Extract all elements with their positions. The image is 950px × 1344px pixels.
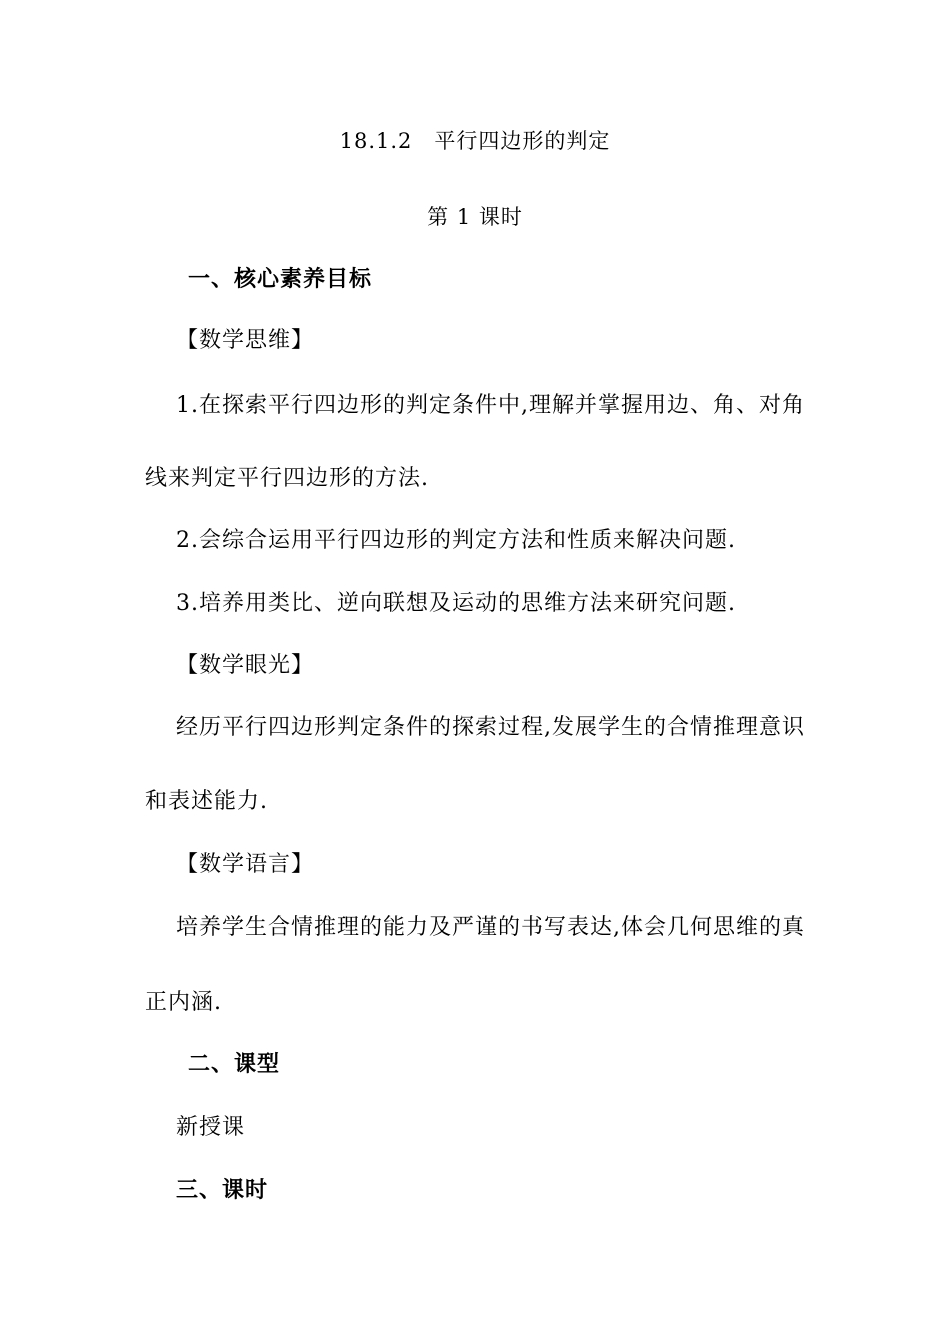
section-heading-lesson-type: 二、课型 bbox=[188, 1052, 281, 1077]
thinking-item1-line1: 1.在探索平行四边形的判定条件中,理解并掌握用边、角、对角 bbox=[176, 393, 805, 418]
thinking-item2: 2.会综合运用平行四边形的判定方法和性质来解决问题. bbox=[176, 528, 736, 553]
section-heading-goals: 一、核心素养目标 bbox=[188, 267, 373, 292]
label-math-thinking: 【数学思维】 bbox=[176, 328, 315, 353]
thinking-item1-line2: 线来判定平行四边形的方法. bbox=[145, 466, 429, 491]
vision-line2: 和表述能力. bbox=[145, 789, 268, 814]
label-math-vision: 【数学眼光】 bbox=[176, 653, 315, 678]
lesson-type-content: 新授课 bbox=[176, 1115, 246, 1140]
section-heading-class-hours: 三、课时 bbox=[176, 1178, 269, 1203]
page-subtitle: 第 1 课时 bbox=[427, 205, 523, 229]
label-math-language: 【数学语言】 bbox=[176, 852, 315, 877]
language-line2: 正内涵. bbox=[145, 990, 222, 1015]
page-title: 18.1.2 平行四边形的判定 bbox=[339, 129, 611, 153]
vision-line1: 经历平行四边形判定条件的探索过程,发展学生的合情推理意识 bbox=[176, 715, 805, 740]
thinking-item3: 3.培养用类比、逆向联想及运动的思维方法来研究问题. bbox=[176, 591, 736, 616]
language-line1: 培养学生合情推理的能力及严谨的书写表达,体会几何思维的真 bbox=[176, 915, 805, 940]
